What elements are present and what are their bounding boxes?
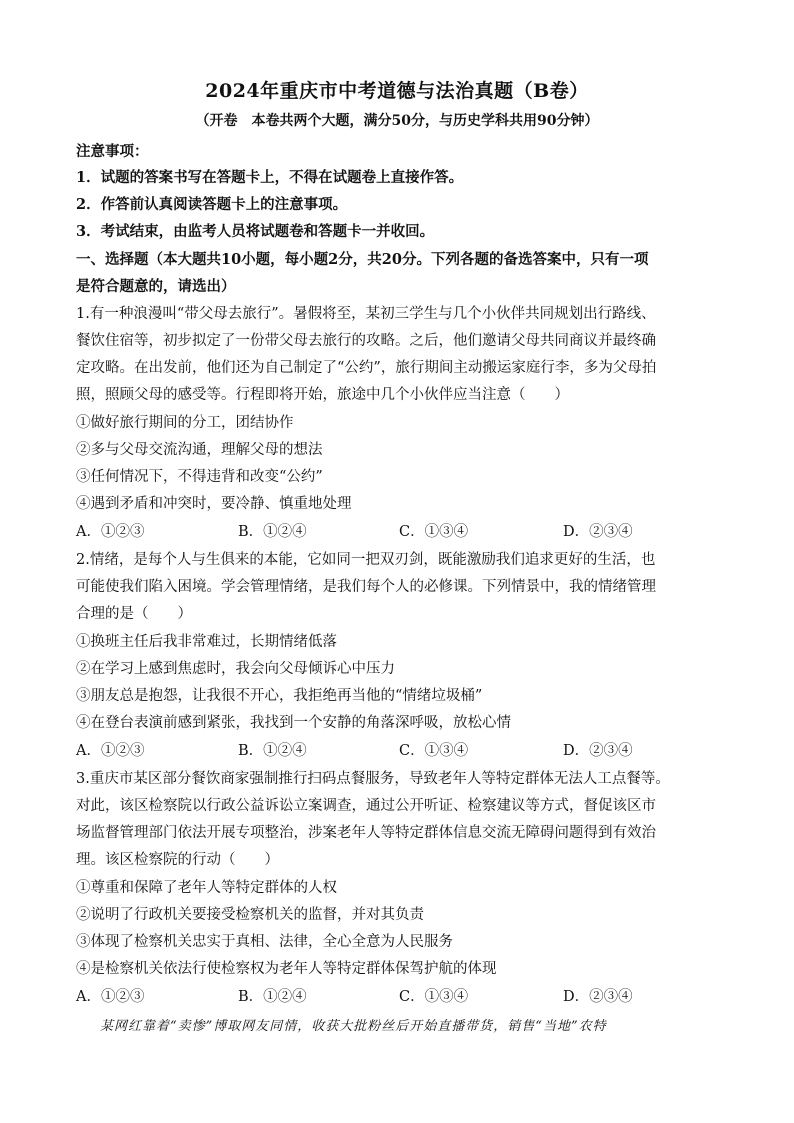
option-d[interactable]: D．②③④ — [563, 743, 633, 759]
option-c[interactable]: C．①③④ — [399, 743, 469, 759]
question-1-text: 定攻略。在出发前，他们还为自己制定了“公约”，旅行期间主动搬运家庭行李，多为父母拍 — [76, 360, 657, 376]
option-b[interactable]: B．①②④ — [238, 989, 307, 1005]
question-3-text: 3.重庆市某区部分餐饮商家强制推行扫码点餐服务，导致老年人等特定群体无法人工点餐等。 — [76, 771, 670, 787]
option-a[interactable]: A．①②③ — [76, 989, 145, 1005]
notes-heading: 注意事项： — [76, 143, 149, 160]
question-2-text: 合理的是（ ） — [76, 606, 192, 622]
question-3-statement: ③体现了检察机关忠实于真相、法律，全心全意为人民服务 — [76, 934, 453, 950]
question-3-text: 理。该区检察院的行动（ ） — [76, 852, 279, 868]
question-2-statement: ③朋友总是抱怨，让我很不开心，我拒绝再当他的“情绪垃圾桶” — [76, 688, 483, 704]
question-1-text: 1.有一种浪漫叫“带父母去旅行”。暑假将至，某初三学生与几个小伙伴共同规划出行路线、 — [76, 306, 656, 322]
question-3-statement: ①尊重和保障了老年人等特定群体的人权 — [76, 880, 337, 896]
question-3-text: 对此，该区检察院以行政公益诉讼立案调查，通过公开听证、检察建议等方式，督促该区市 — [76, 798, 656, 814]
option-b[interactable]: B．①②④ — [238, 743, 307, 759]
option-d[interactable]: D．②③④ — [563, 989, 633, 1005]
note-item: 2．作答前认真阅读答题卡上的注意事项。 — [76, 196, 348, 213]
section-heading-cont: 是符合题意的，请选出） — [76, 278, 236, 295]
question-1-statement: ①做好旅行期间的分工，团结协作 — [76, 415, 294, 431]
exam-title: 2024年重庆市中考道德与法治真题（B卷） — [205, 80, 589, 102]
question-1-statement: ③任何情况下，不得违背和改变“公约” — [76, 469, 323, 485]
question-2-statement: ①换班主任后我非常难过，长期情绪低落 — [76, 634, 337, 650]
note-item: 3．考试结束，由监考人员将试题卷和答题卡一并收回。 — [76, 223, 435, 240]
option-d[interactable]: D．②③④ — [563, 524, 633, 540]
exam-subtitle: （开卷 本卷共两个大题，满分50分，与历史学科共用90分钟） — [195, 113, 599, 129]
question-1-text: 照，照顾父母的感受等。行程即将开始，旅途中几个小伙伴应当注意（ ） — [76, 387, 569, 403]
option-c[interactable]: C．①③④ — [399, 524, 469, 540]
question-2-statement: ④在登台表演前感到紧张，我找到一个安静的角落深呼吸，放松心情 — [76, 715, 511, 731]
question-2-text: 2.情绪，是每个人与生俱来的本能，它如同一把双刃剑，既能激励我们追求更好的生活，也 — [76, 552, 656, 568]
question-3-text: 场监督管理部门依法开展专项整治，涉案老年人等特定群体信息交流无障碍问题得到有效治 — [76, 825, 656, 841]
section-heading: 一、选择题（本大题共10小题，每小题2分，共20分。下列各题的备选答案中，只有一项 — [76, 251, 649, 268]
option-c[interactable]: C．①③④ — [399, 989, 469, 1005]
option-a[interactable]: A．①②③ — [76, 743, 145, 759]
question-2-text: 可能使我们陷入困境。学会管理情绪，是我们每个人的必修课。下列情景中，我的情绪管理 — [76, 579, 656, 595]
question-1-statement: ④遇到矛盾和冲突时，要冷静、慎重地处理 — [76, 496, 352, 512]
note-item: 1．试题的答案书写在答题卡上，不得在试题卷上直接作答。 — [76, 169, 464, 186]
question-3-statement: ④是检察机关依法行使检察权为老年人等特定群体保驾护航的体现 — [76, 961, 497, 977]
question-3-statement: ②说明了行政机关要接受检察机关的监督，并对其负责 — [76, 907, 424, 923]
option-b[interactable]: B．①②④ — [238, 524, 307, 540]
question-1-statement: ②多与父母交流沟通，理解父母的想法 — [76, 442, 323, 458]
question-2-statement: ②在学习上感到焦虑时，我会向父母倾诉心中压力 — [76, 661, 395, 677]
next-question-preview: 某网红靠着“卖惨”博取网友同情，收获大批粉丝后开始直播带货，销售“当地”农特 — [100, 1019, 607, 1034]
question-1-text: 餐饮住宿等，初步拟定了一份带父母去旅行的攻略。之后，他们邀请父母共同商议并最终确 — [76, 333, 656, 349]
option-a[interactable]: A．①②③ — [76, 524, 145, 540]
